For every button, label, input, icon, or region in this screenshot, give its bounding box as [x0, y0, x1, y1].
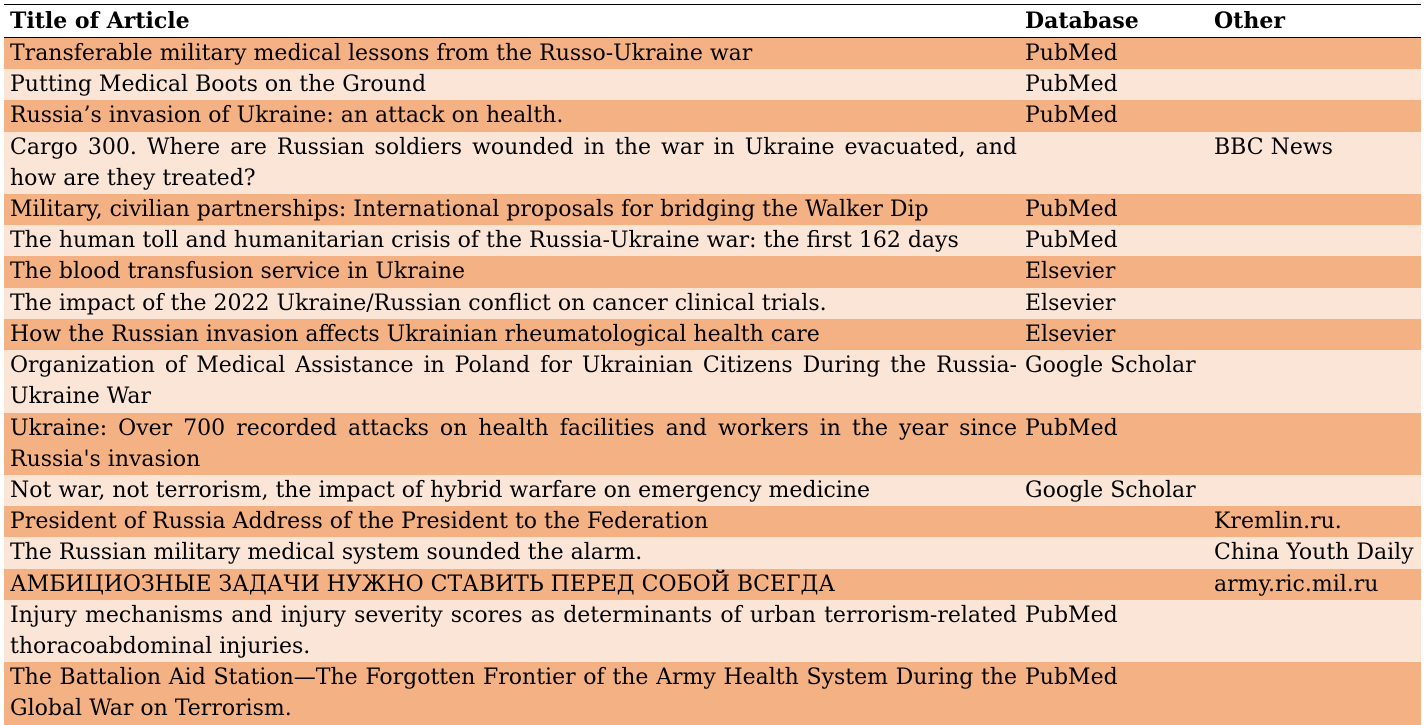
article-other: China Youth Daily [1214, 540, 1414, 566]
article-database: PubMed [1025, 228, 1118, 254]
article-title: The human toll and humanitarian crisis of the Russia-Ukraine war: the first 162 days [10, 228, 959, 254]
article-title: The Battalion Aid Station—The Forgotten Frontier of the Army Health System During the Global War on Terrorism. [10, 665, 1017, 722]
header-title-of-article: Title of Article [10, 8, 190, 34]
article-title: President of Russia Address of the President to the Federation [10, 509, 709, 535]
article-title: The impact of the 2022 Ukraine/Russian conflict on cancer clinical trials. [10, 290, 827, 316]
table-row [4, 662, 1421, 725]
table-row [4, 350, 1421, 413]
article-title: Injury mechanisms and injury severity scores as determinants of urban terrorism-related thoracoabdominal injuries. [10, 602, 1017, 659]
article-title: The Russian military medical system sounded the alarm. [10, 540, 643, 566]
table-row [4, 194, 1421, 225]
table-row [4, 256, 1421, 287]
article-database: PubMed [1025, 103, 1118, 129]
article-database: Google Scholar [1025, 353, 1196, 378]
table-row [4, 506, 1421, 537]
table-row [4, 288, 1421, 319]
table-row [4, 475, 1421, 506]
table-row [4, 537, 1421, 568]
article-database: Elsevier [1025, 259, 1116, 285]
table-row [4, 413, 1421, 476]
article-title: The blood transfusion service in Ukraine [10, 259, 466, 285]
table-header-row [4, 5, 1421, 38]
header-database: Database [1025, 8, 1139, 34]
table-row [4, 132, 1421, 195]
table-row [4, 100, 1421, 131]
article-other: Kremlin.ru. [1214, 509, 1342, 535]
article-title: Ukraine: Over 700 recorded attacks on health facilities and workers in the year since Russia's invasion [10, 415, 1017, 472]
table-row [4, 225, 1421, 256]
article-database: PubMed [1025, 72, 1118, 98]
article-title: Russia’s invasion of Ukraine: an attack on health. [10, 103, 564, 129]
article-title: Transferable military medical lessons from the Russo-Ukraine war [10, 41, 753, 66]
article-title: How the Russian invasion affects Ukrainian rheumatological health care [10, 321, 820, 347]
article-title: АМБИЦИОЗНЫЕ ЗАДАЧИ НУЖНО СТАВИТЬ ПЕРЕД СОБОЙ ВСЕГДА [10, 571, 836, 597]
article-database: Elsevier [1025, 321, 1116, 347]
article-title: Military, civilian partnerships: International proposals for bridging the Walker Dip [10, 197, 929, 223]
article-database: Google Scholar [1025, 478, 1196, 503]
article-database: PubMed [1025, 665, 1118, 691]
table-row [4, 600, 1421, 663]
article-other: army.ric.mil.ru [1214, 571, 1379, 597]
article-title: Putting Medical Boots on the Ground [10, 72, 427, 98]
article-database: Elsevier [1025, 290, 1116, 316]
article-database: PubMed [1025, 197, 1118, 223]
articles-table [4, 4, 1421, 725]
article-database: PubMed [1025, 415, 1118, 441]
article-title: Cargo 300. Where are Russian soldiers wounded in the war in Ukraine evacuated, and how are they treated? [10, 134, 1017, 191]
article-database: PubMed [1025, 602, 1118, 628]
table-row [4, 69, 1421, 100]
table-row [4, 38, 1421, 69]
table-row [4, 569, 1421, 600]
article-title: Organization of Medical Assistance in Poland for Ukrainian Citizens During the Russia-Ukraine War [10, 353, 1017, 409]
article-other: BBC News [1214, 134, 1333, 160]
article-database: PubMed [1025, 41, 1118, 66]
header-other: Other [1214, 8, 1285, 34]
article-title: Not war, not terrorism, the impact of hybrid warfare on emergency medicine [10, 478, 871, 503]
table-row [4, 319, 1421, 350]
